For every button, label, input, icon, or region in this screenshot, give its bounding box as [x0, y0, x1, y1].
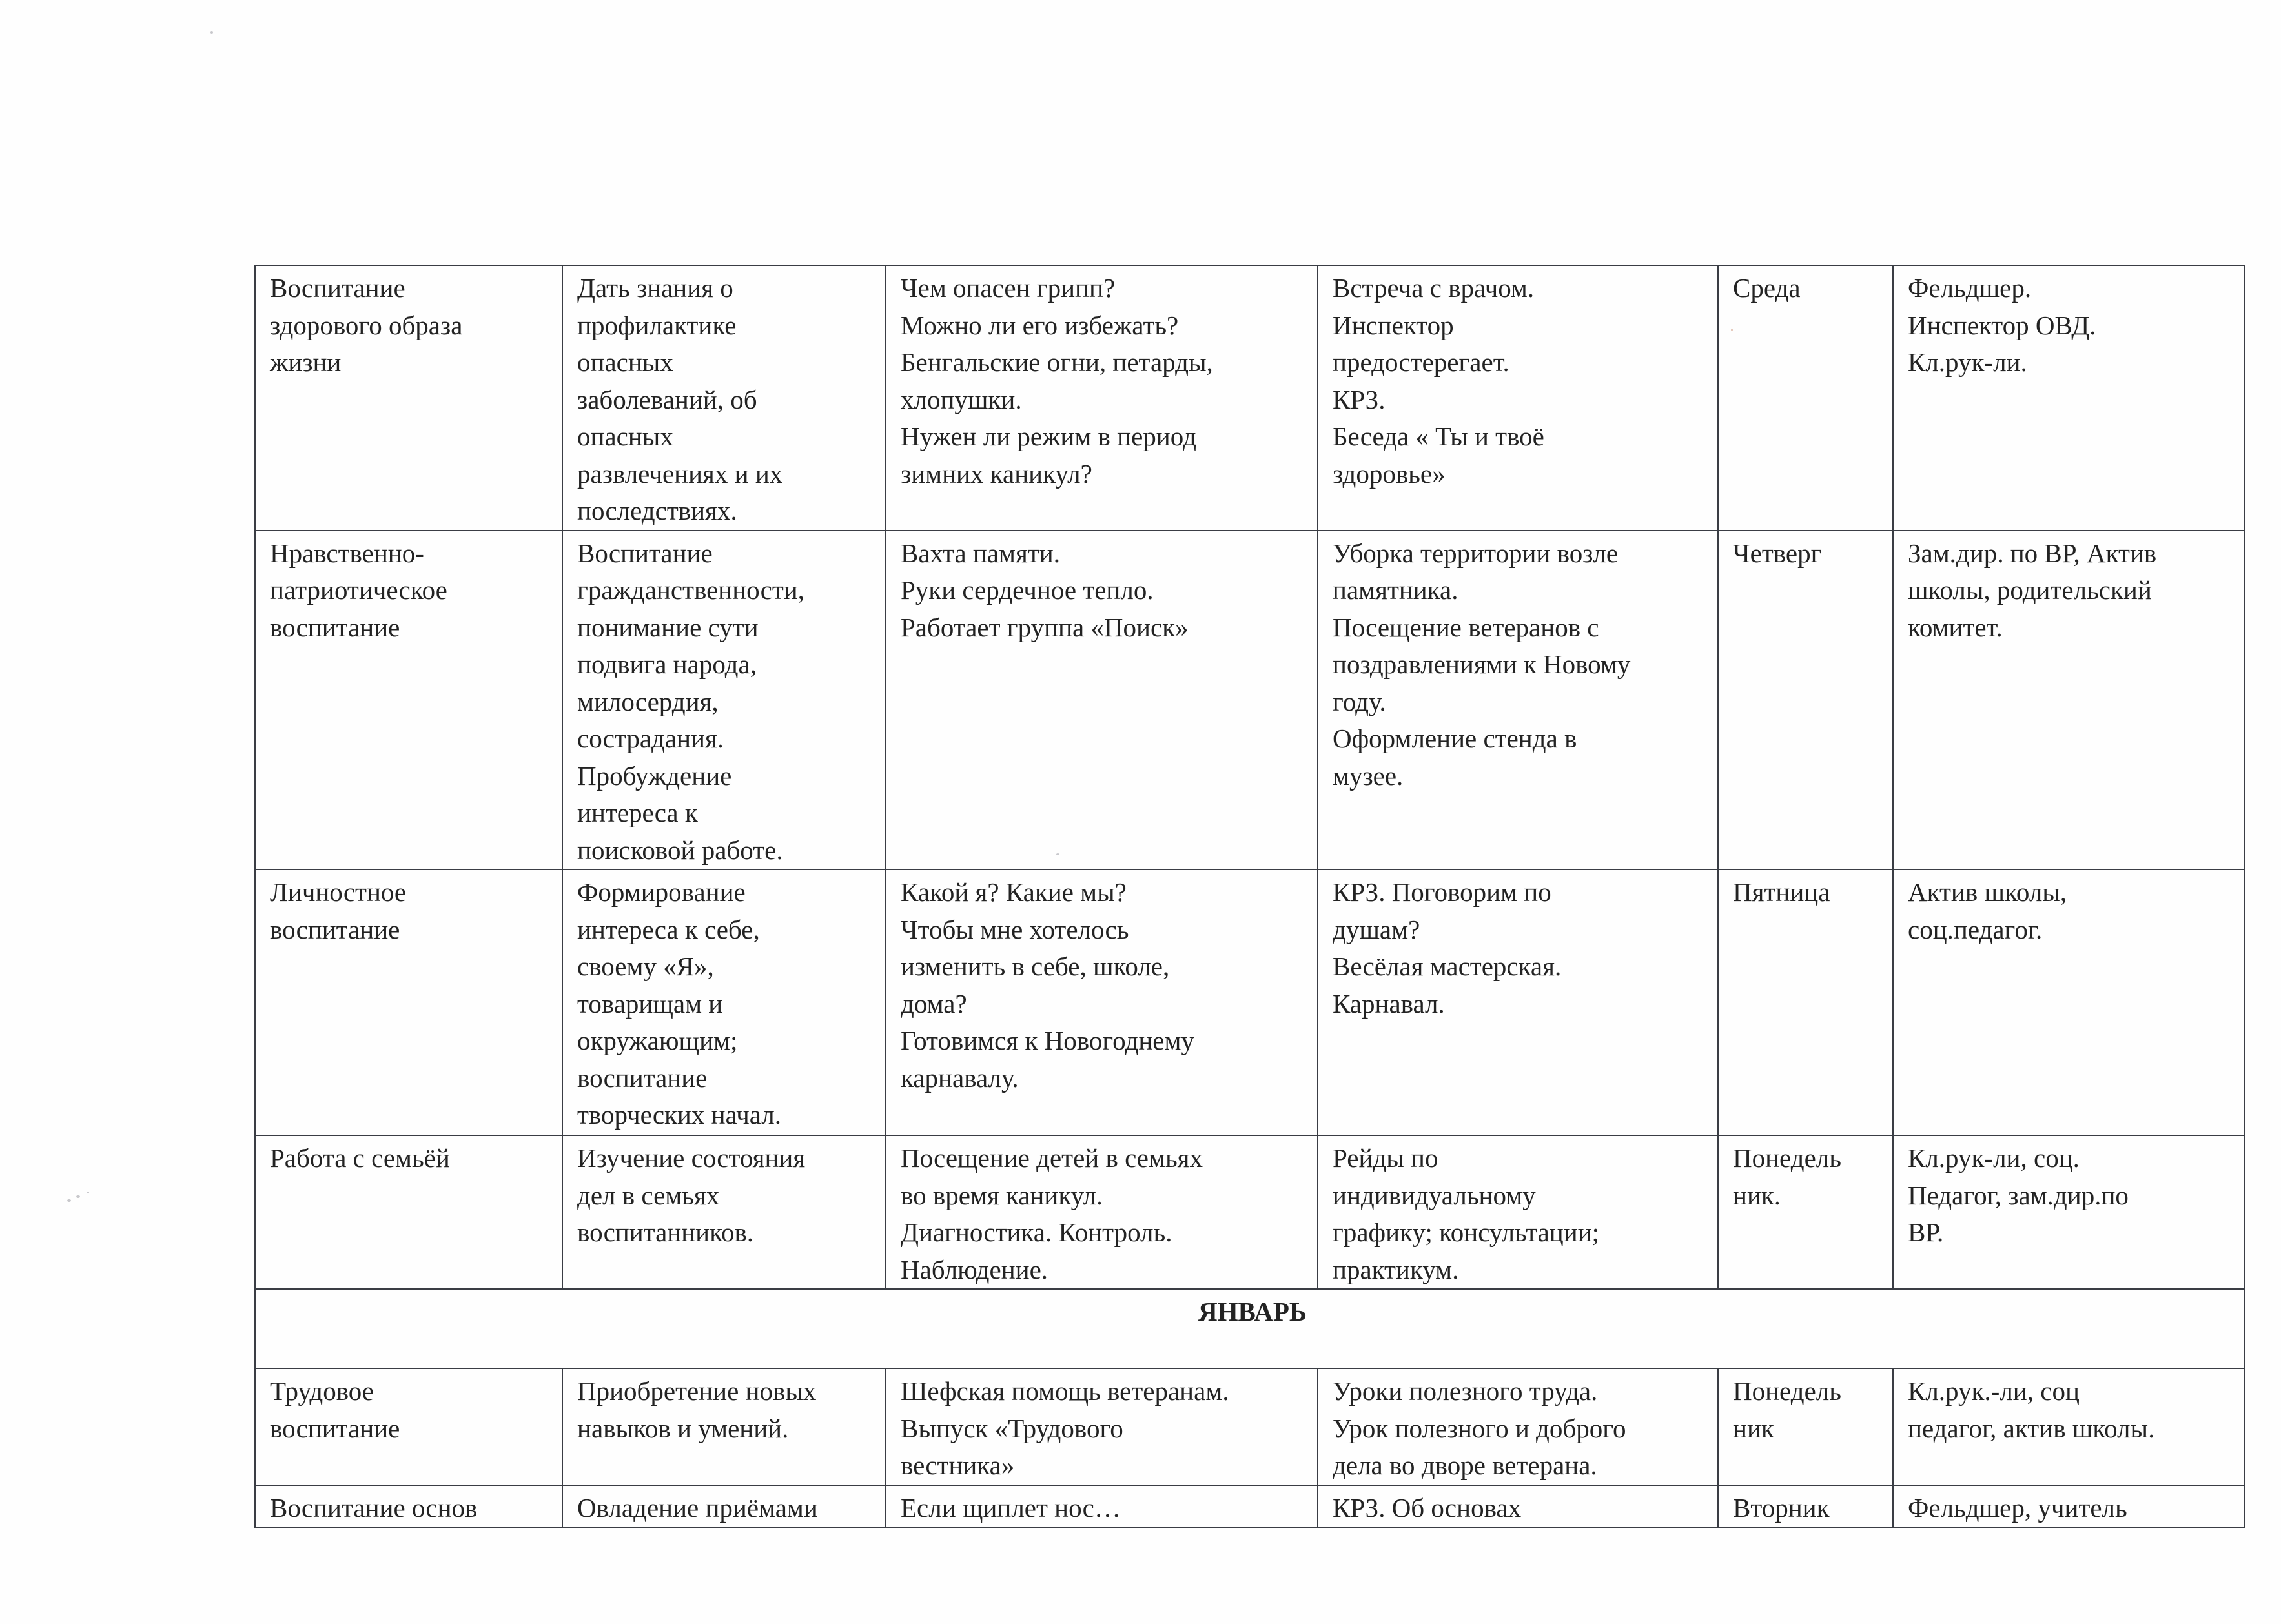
cell-responsible: [1893, 265, 2245, 531]
cell-text-line: Инспектор ОВД.: [1908, 310, 2096, 340]
cell-text-line: Пробуждение: [577, 760, 732, 791]
cell-text-line: понимание сути: [577, 612, 759, 642]
cell-text-line: предостерегает.: [1333, 347, 1509, 377]
table-row: [255, 1485, 2245, 1528]
cell-text-line: Изучение состояния: [577, 1143, 806, 1173]
cell-responsible: [1893, 531, 2245, 870]
cell-direction: [255, 1485, 562, 1528]
cell-text-line: Посещение ветеранов с: [1333, 612, 1599, 642]
cell-text-line: Весёлая мастерская.: [1333, 951, 1562, 981]
cell-forms: [1318, 869, 1718, 1135]
cell-responsible: [1893, 869, 2245, 1135]
cell-text-line: педагог, актив школы.: [1908, 1413, 2155, 1443]
cell-text-line: во время каникул.: [901, 1180, 1103, 1210]
cell-topics: [886, 265, 1318, 531]
cell-text-line: опасных: [577, 347, 673, 377]
cell-text-line: дела во дворе ветерана.: [1333, 1450, 1597, 1480]
cell-text-line: Воспитание основ: [270, 1492, 478, 1523]
cell-goals: [562, 1135, 886, 1289]
cell-goals: [562, 869, 886, 1135]
cell-text-line: развлечениях и их: [577, 458, 783, 489]
cell-text-line: Готовимся к Новогоднему: [901, 1026, 1194, 1055]
cell-text-line: Рейды по: [1333, 1143, 1438, 1173]
cell-topics: [886, 531, 1318, 870]
cell-direction: [255, 1135, 562, 1289]
cell-text-line: Среда: [1733, 273, 1801, 303]
cell-text-line: Воспитание: [577, 538, 713, 568]
table-row: [255, 1135, 2245, 1289]
cell-responsible: [1893, 1368, 2245, 1485]
cell-goals: [562, 1368, 886, 1485]
cell-text-line: Актив школы,: [1908, 877, 2067, 907]
month-row: [255, 1289, 2245, 1368]
cell-text-line: интереса к: [577, 798, 698, 827]
cell-text-line: опасных: [577, 421, 673, 451]
cell-text-line: Воспитание: [270, 273, 405, 303]
cell-text-line: Понедель: [1733, 1376, 1841, 1406]
scan-speck: [87, 1192, 89, 1193]
cell-text-line: году.: [1333, 686, 1386, 716]
cell-text-line: здоровье»: [1333, 458, 1446, 489]
cell-text-line: Кл.рук.-ли, соц: [1908, 1376, 2080, 1406]
cell-text-line: Выпуск «Трудового: [901, 1413, 1123, 1443]
cell-text-line: Если щиплет нос…: [901, 1492, 1121, 1523]
cell-direction: [255, 265, 562, 531]
cell-forms: [1318, 265, 1718, 531]
table-row: [255, 869, 2245, 1135]
cell-text-line: Пятница: [1733, 877, 1830, 907]
cell-text-line: ВР.: [1908, 1217, 1944, 1247]
cell-text-line: гражданственности,: [577, 575, 804, 605]
cell-text-line: Кл.рук-ли.: [1908, 347, 2027, 377]
cell-text-line: Фельдшер, учитель: [1908, 1492, 2127, 1523]
cell-text-line: профилактике: [577, 310, 737, 340]
cell-text-line: Зам.дир. по ВР, Актив: [1908, 538, 2157, 568]
cell-day: [1718, 265, 1893, 531]
cell-text-line: Приобретение новых: [577, 1376, 817, 1406]
cell-text-line: Личностное: [270, 877, 407, 907]
cell-text-line: Нужен ли режим в период: [901, 421, 1196, 451]
cell-text-line: Встреча с врачом.: [1333, 273, 1535, 303]
cell-text-line: зимних каникул?: [901, 458, 1092, 489]
cell-text-line: индивидуальному: [1333, 1180, 1536, 1210]
cell-goals: [562, 1485, 886, 1528]
cell-text-line: сострадания.: [577, 724, 724, 753]
cell-text-line: последствиях.: [577, 496, 737, 525]
cell-text-line: Бенгальские огни, петарды,: [901, 347, 1213, 377]
cell-text-line: своему «Я»,: [577, 951, 714, 981]
education-plan-table: [254, 265, 2245, 1528]
cell-direction: [255, 869, 562, 1135]
cell-text-line: заболеваний, об: [577, 384, 757, 414]
cell-text-line: КРЗ. Поговорим по: [1333, 877, 1551, 907]
cell-text-line: Можно ли его избежать?: [901, 310, 1179, 340]
cell-text-line: милосердия,: [577, 686, 719, 716]
cell-text-line: Уроки полезного труда.: [1333, 1376, 1598, 1406]
cell-text-line: воспитание: [577, 1062, 708, 1093]
cell-text-line: Трудовое: [270, 1376, 374, 1406]
cell-day: [1718, 1135, 1893, 1289]
cell-text-line: Фельдшер.: [1908, 273, 2032, 303]
cell-text-line: Руки сердечное тепло.: [901, 575, 1154, 605]
cell-text-line: Урок полезного и доброго: [1333, 1413, 1626, 1443]
cell-text-line: патриотическое: [270, 575, 447, 605]
cell-text-line: жизни: [270, 347, 342, 377]
cell-day: [1718, 1485, 1893, 1528]
cell-text-line: Чтобы мне хотелось: [901, 914, 1129, 944]
table-row: [255, 531, 2245, 870]
cell-text-line: Четверг: [1733, 538, 1822, 568]
cell-text-line: Работа с семьёй: [270, 1143, 450, 1173]
cell-text-line: Педагог, зам.дир.по: [1908, 1180, 2129, 1210]
table-row: [255, 1368, 2245, 1485]
cell-text-line: Чем опасен грипп?: [901, 273, 1116, 303]
scan-speck: [210, 31, 213, 34]
scan-speck: [67, 1199, 71, 1202]
cell-text-line: дел в семьях: [577, 1180, 720, 1210]
cell-text-line: хлопушки.: [901, 384, 1022, 414]
cell-text-line: Кл.рук-ли, соц.: [1908, 1143, 2080, 1173]
cell-text-line: вестника»: [901, 1450, 1015, 1480]
cell-text-line: Наблюдение.: [901, 1254, 1048, 1284]
cell-text-line: товарищам и: [577, 988, 723, 1019]
cell-responsible: [1893, 1485, 2245, 1528]
cell-forms: [1318, 1368, 1718, 1485]
cell-text-line: ник.: [1733, 1180, 1781, 1210]
cell-direction: [255, 531, 562, 870]
cell-text-line: творческих начал.: [577, 1100, 782, 1130]
cell-text-line: школы, родительский: [1908, 575, 2152, 605]
scan-speck: [76, 1195, 80, 1198]
cell-text-line: поисковой работе.: [577, 835, 783, 865]
cell-text-line: Формирование: [577, 877, 746, 907]
cell-text-line: поздравлениями к Новому: [1333, 649, 1631, 679]
cell-day: [1718, 1368, 1893, 1485]
cell-text-line: Беседа « Ты и твоё: [1333, 421, 1544, 451]
cell-text-line: карнавалу.: [901, 1062, 1019, 1093]
cell-text-line: Посещение детей в семьях: [901, 1143, 1203, 1173]
cell-day: [1718, 869, 1893, 1135]
cell-topics: [886, 1135, 1318, 1289]
cell-text-line: Вторник: [1733, 1492, 1830, 1523]
cell-text-line: воспитание: [270, 612, 400, 642]
cell-topics: [886, 1368, 1318, 1485]
cell-text-line: КРЗ. Об основах: [1333, 1492, 1522, 1523]
cell-text-line: Нравственно-: [270, 538, 424, 568]
cell-forms: [1318, 1485, 1718, 1528]
cell-text-line: комитет.: [1908, 612, 2003, 642]
cell-text-line: соц.педагог.: [1908, 914, 2043, 944]
cell-text-line: Работает группа «Поиск»: [901, 612, 1189, 642]
cell-topics: [886, 869, 1318, 1135]
cell-text-line: Какой я? Какие мы?: [901, 877, 1127, 907]
cell-text-line: Уборка территории возле: [1333, 538, 1619, 568]
cell-text-line: Вахта памяти.: [901, 538, 1060, 568]
cell-text-line: воспитание: [270, 914, 400, 944]
cell-text-line: Дать знания о: [577, 273, 733, 303]
cell-text-line: памятника.: [1333, 575, 1458, 605]
cell-text-line: Карнавал.: [1333, 988, 1445, 1019]
cell-text-line: практикум.: [1333, 1254, 1459, 1284]
cell-text-line: Шефская помощь ветеранам.: [901, 1376, 1229, 1406]
cell-text-line: окружающим;: [577, 1026, 738, 1055]
cell-text-line: воспитание: [270, 1413, 400, 1443]
cell-text-line: музее.: [1333, 760, 1404, 791]
cell-text-line: Инспектор: [1333, 310, 1454, 340]
cell-text-line: интереса к себе,: [577, 914, 760, 944]
cell-day: [1718, 531, 1893, 870]
cell-text-line: Диагностика. Контроль.: [901, 1217, 1172, 1247]
cell-text-line: ник: [1733, 1413, 1774, 1443]
cell-text-line: воспитанников.: [577, 1217, 754, 1247]
cell-text-line: Оформление стенда в: [1333, 724, 1577, 753]
cell-text-line: подвига народа,: [577, 649, 757, 679]
cell-forms: [1318, 1135, 1718, 1289]
cell-text-line: здорового образа: [270, 310, 463, 340]
month-heading: ЯНВАРЬ: [255, 1289, 2245, 1368]
cell-topics: [886, 1485, 1318, 1528]
cell-text-line: навыков и умений.: [577, 1413, 789, 1443]
cell-direction: [255, 1368, 562, 1485]
cell-text-line: Овладение приёмами: [577, 1492, 818, 1523]
cell-text-line: Понедель: [1733, 1143, 1841, 1173]
cell-goals: [562, 265, 886, 531]
cell-text-line: дома?: [901, 988, 967, 1019]
cell-responsible: [1893, 1135, 2245, 1289]
cell-text-line: КРЗ.: [1333, 384, 1386, 414]
cell-text-line: изменить в себе, школе,: [901, 951, 1170, 981]
cell-forms: [1318, 531, 1718, 870]
table-row: [255, 265, 2245, 531]
cell-text-line: графику; консультации;: [1333, 1217, 1600, 1247]
table-body: [255, 265, 2245, 1527]
cell-text-line: душам?: [1333, 914, 1420, 944]
cell-goals: [562, 531, 886, 870]
